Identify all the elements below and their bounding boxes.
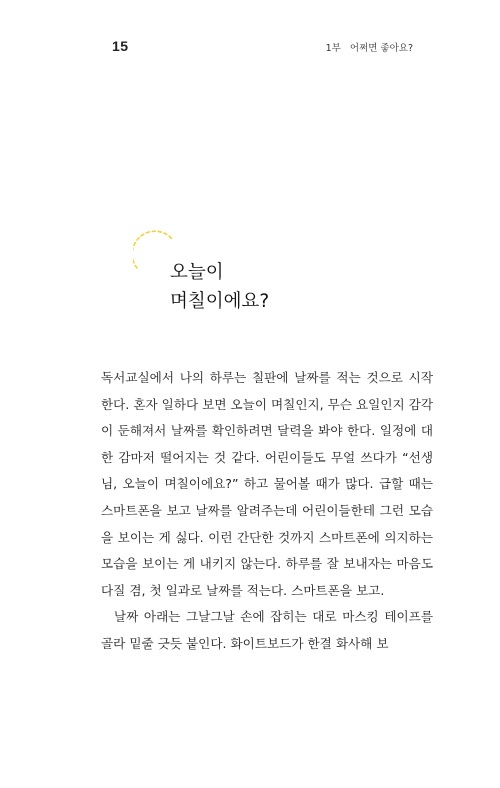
page-number: 15 xyxy=(112,38,129,54)
chapter-title-line-1: 오늘이 xyxy=(170,262,224,283)
paragraph-1: 독서교실에서 나의 하루는 칠판에 날짜를 적는 것으로 시작한다. 혼자 일하다 보면 오늘이 며칠인지, 무슨 요일인지 감각이 둔해져서 날짜를 확인하려면 달력을 봐야 한다. 일정에 대한 감마저 떨어지는 것 같다. 어린이들도 무얼 쓰다가 “선생님, 오늘이 며칠이에요?” 하고 물어볼 때가 많다. 급할 때는 스마트폰을 보고 날짜를 알려주는데 어린이들한테 그런 모습을 보이는 게 싫다. 이런 간단한 것까지 스마트폰에 의지하는 모습을 보이는 게 내키지 않는다. 하루를 잘 보내자는 마음도 다질 겸, 첫 일과로 날짜를 적는다. 스마트폰을 보고. xyxy=(101,370,434,598)
running-header: 1부 어쩌면 좋아요? xyxy=(325,43,413,54)
body-text xyxy=(101,365,433,658)
chapter-title xyxy=(170,258,269,316)
paragraph-2: 날짜 아래는 그날그날 손에 잡히는 대로 마스킹 테이프를 골라 밑줄 긋듯 붙인다. 화이트보드가 한결 화사해 보 xyxy=(101,609,433,651)
chapter-title-line-2: 며칠이에요? xyxy=(170,291,270,312)
